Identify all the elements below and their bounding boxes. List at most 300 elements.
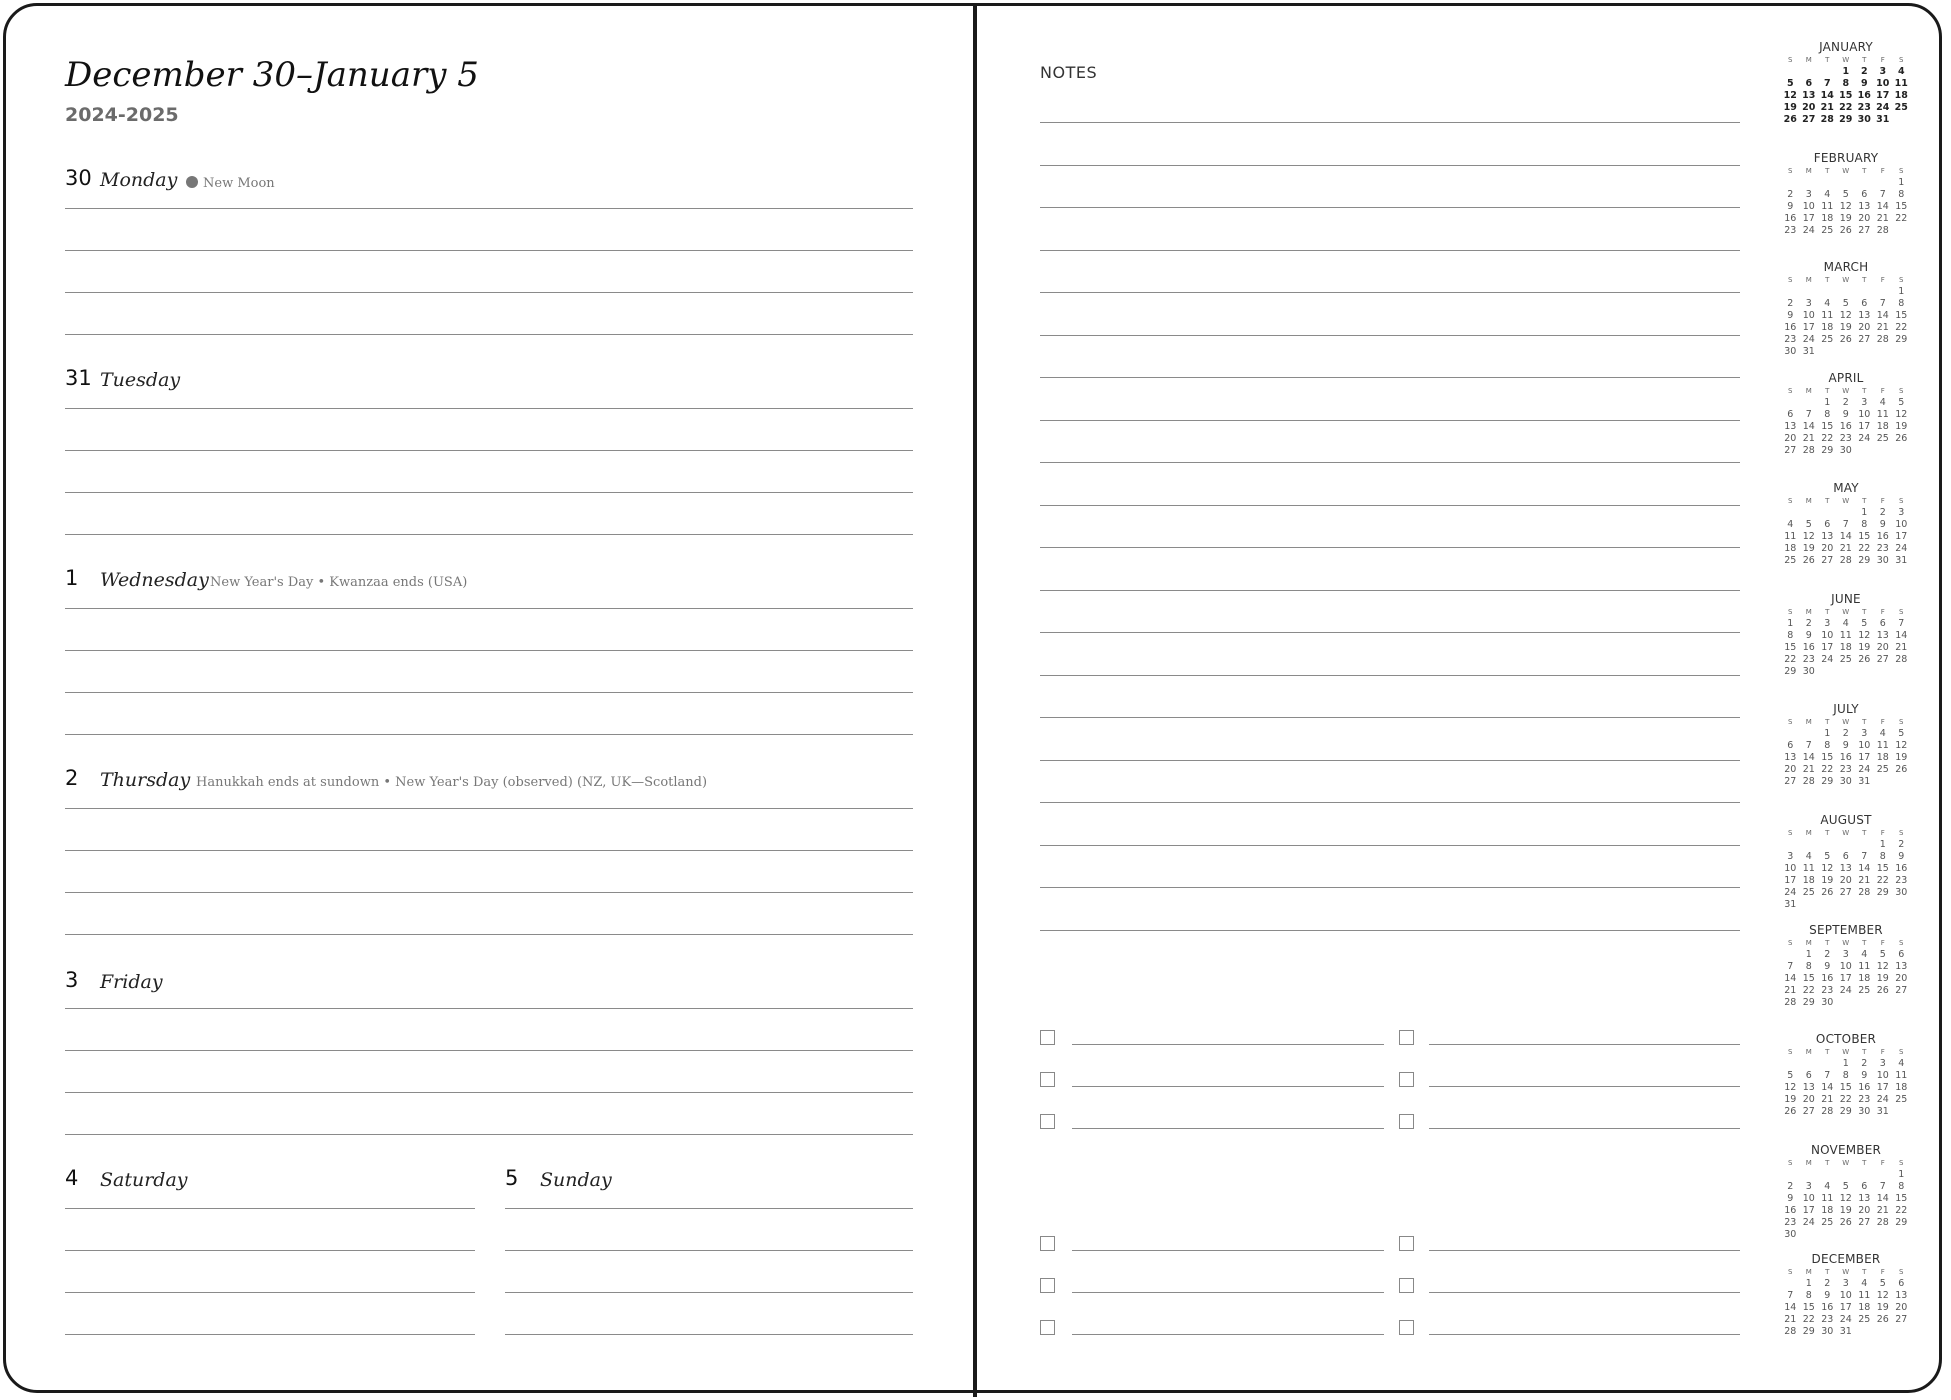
day-writing-line[interactable] [65, 292, 913, 293]
task-checkbox[interactable] [1040, 1236, 1055, 1251]
task-line[interactable] [1072, 1086, 1384, 1087]
mini-day: 7 [1805, 409, 1812, 420]
notes-line[interactable] [1040, 207, 1740, 208]
weekday-letter: S [1788, 608, 1793, 616]
weekday-letter: S [1788, 387, 1793, 395]
day-number: 31 [65, 366, 92, 390]
moon-phase-note [186, 176, 275, 191]
mini-day [1800, 507, 1819, 519]
mini-week-row [1781, 346, 1911, 358]
task-checkbox[interactable] [1040, 1072, 1055, 1087]
mini-day: 4 [1897, 66, 1905, 77]
mini-day: 13 [1802, 1082, 1815, 1093]
mini-day: 16 [1895, 863, 1908, 874]
task-line[interactable] [1072, 1128, 1384, 1129]
mini-day: 2 [1824, 1278, 1831, 1289]
task-line[interactable] [1072, 1292, 1384, 1293]
mini-day [1800, 66, 1819, 78]
task-checkbox[interactable] [1399, 1030, 1414, 1045]
mini-day: 26 [1895, 433, 1908, 444]
mini-day: 21 [1876, 213, 1889, 224]
mini-day: 17 [1821, 642, 1834, 653]
task-checkbox[interactable] [1040, 1030, 1055, 1045]
day-writing-line[interactable] [65, 534, 913, 535]
day-writing-line[interactable] [65, 208, 913, 209]
task-checkbox[interactable] [1399, 1278, 1414, 1293]
mini-day: 8 [1842, 1070, 1849, 1081]
mini-day: 10 [1876, 78, 1890, 89]
mini-day [1892, 225, 1911, 237]
mini-day: 2 [1787, 1181, 1794, 1192]
mini-day: 7 [1787, 961, 1794, 972]
mini-day: 28 [1784, 997, 1797, 1008]
mini-day [1874, 286, 1893, 298]
mini-day: 24 [1784, 887, 1797, 898]
mini-day: 7 [1823, 78, 1831, 89]
mini-day: 15 [1802, 973, 1815, 984]
mini-day: 5 [1842, 189, 1849, 200]
task-checkbox[interactable] [1399, 1072, 1414, 1087]
day-name: Wednesday [100, 569, 209, 591]
mini-day: 11 [1858, 961, 1871, 972]
day-writing-line[interactable] [65, 1008, 913, 1009]
task-checkbox[interactable] [1040, 1114, 1055, 1129]
day-number: 30 [65, 166, 92, 190]
mini-week-row [1781, 507, 1911, 519]
weekday-letter: F [1880, 276, 1885, 284]
day-writing-line[interactable] [65, 692, 913, 693]
mini-week-row [1781, 1169, 1911, 1181]
mini-day: 5 [1805, 519, 1812, 530]
mini-day [1818, 177, 1837, 189]
mini-day: 15 [1895, 201, 1908, 212]
sunday-writing-line[interactable] [505, 1208, 913, 1209]
mini-day: 24 [1802, 225, 1815, 236]
notes-line[interactable] [1040, 335, 1740, 336]
mini-day: 27 [1858, 334, 1871, 345]
task-line[interactable] [1429, 1250, 1740, 1251]
notes-line[interactable] [1040, 377, 1740, 378]
mini-day: 11 [1876, 409, 1889, 420]
sunday-writing-line[interactable] [505, 1292, 913, 1293]
weekday-header [1781, 386, 1911, 397]
notes-line[interactable] [1040, 462, 1740, 463]
mini-day: 29 [1802, 1326, 1815, 1337]
mini-day: 17 [1784, 875, 1797, 886]
mini-day: 26 [1876, 985, 1889, 996]
mini-day [1781, 66, 1800, 78]
mini-day: 25 [1894, 102, 1908, 113]
mini-day: 13 [1821, 531, 1834, 542]
mini-day: 26 [1802, 555, 1815, 566]
notes-line[interactable] [1040, 760, 1740, 761]
day-writing-line[interactable] [65, 250, 913, 251]
new-moon-icon [186, 176, 198, 188]
mini-day: 2 [1879, 507, 1886, 518]
day-writing-line[interactable] [65, 650, 913, 651]
sunday-writing-line[interactable] [505, 1250, 913, 1251]
mini-week-row [1781, 899, 1911, 911]
mini-day [1892, 776, 1911, 788]
saturday-writing-line[interactable] [65, 1250, 475, 1251]
mini-day [1800, 1058, 1819, 1070]
mini-day: 29 [1821, 445, 1834, 456]
mini-day: 6 [1805, 1070, 1812, 1081]
mini-day: 19 [1839, 213, 1852, 224]
saturday-writing-line[interactable] [65, 1292, 475, 1293]
task-line[interactable] [1072, 1044, 1384, 1045]
mini-day: 23 [1784, 225, 1797, 236]
day-writing-line[interactable] [65, 892, 913, 893]
mini-day [1892, 997, 1911, 1009]
weekday-letter: S [1788, 1268, 1793, 1276]
notes-line[interactable] [1040, 505, 1740, 506]
mini-week-row [1781, 997, 1911, 1009]
mini-day: 6 [1787, 740, 1794, 751]
weekday-letter: T [1862, 829, 1867, 837]
mini-day [1800, 839, 1819, 851]
weekday-letter: M [1805, 608, 1812, 616]
mini-day [1818, 1229, 1837, 1241]
mini-day [1892, 346, 1911, 358]
mini-day [1818, 507, 1837, 519]
mini-week-row [1781, 949, 1911, 961]
notes-line[interactable] [1040, 930, 1740, 931]
mini-day: 28 [1876, 1217, 1889, 1228]
mini-day [1892, 1106, 1911, 1118]
day-writing-line[interactable] [65, 1134, 913, 1135]
mini-day: 13 [1784, 752, 1797, 763]
mini-day: 17 [1876, 90, 1890, 101]
mini-day: 20 [1821, 543, 1834, 554]
mini-day: 31 [1839, 1326, 1852, 1337]
mini-day: 10 [1858, 409, 1871, 420]
mini-day: 9 [1787, 201, 1794, 212]
mini-day: 2 [1898, 839, 1905, 850]
mini-day: 28 [1876, 334, 1889, 345]
weekday-letter: S [1899, 608, 1904, 616]
notes-line[interactable] [1040, 845, 1740, 846]
notes-line[interactable] [1040, 632, 1740, 633]
mini-day: 23 [1839, 433, 1852, 444]
mini-week-row [1781, 286, 1911, 298]
mini-day: 15 [1821, 752, 1834, 763]
day-writing-line[interactable] [65, 608, 913, 609]
mini-day: 8 [1824, 740, 1831, 751]
mini-day: 12 [1895, 740, 1908, 751]
weekday-letter: F [1880, 939, 1885, 947]
mini-day: 18 [1895, 1082, 1908, 1093]
mini-day: 12 [1839, 201, 1852, 212]
weekday-letter: F [1880, 497, 1885, 505]
mini-day: 1 [1824, 397, 1831, 408]
mini-day: 21 [1876, 322, 1889, 333]
mini-day: 5 [1898, 397, 1905, 408]
mini-week-row [1781, 618, 1911, 630]
mini-day: 16 [1802, 642, 1815, 653]
day-writing-line[interactable] [65, 1092, 913, 1093]
notes-line[interactable] [1040, 122, 1740, 123]
mini-day: 19 [1783, 102, 1797, 113]
mini-day: 20 [1858, 1205, 1871, 1216]
mini-day [1781, 1058, 1800, 1070]
weekday-letter: S [1899, 829, 1904, 837]
mini-day: 17 [1802, 213, 1815, 224]
weekday-header [1781, 1267, 1911, 1278]
weekday-letter: T [1862, 1159, 1867, 1167]
day-writing-line[interactable] [65, 734, 913, 735]
weekday-letter: W [1842, 939, 1850, 947]
mini-day: 4 [1824, 298, 1831, 309]
mini-day: 1 [1842, 1058, 1849, 1069]
mini-day: 9 [1824, 961, 1831, 972]
mini-week-row [1781, 863, 1911, 875]
notes-line[interactable] [1040, 547, 1740, 548]
mini-week-row [1781, 1058, 1911, 1070]
mini-day: 24 [1895, 543, 1908, 554]
mini-day: 9 [1842, 740, 1849, 751]
mini-day [1818, 346, 1837, 358]
mini-day: 9 [1898, 851, 1905, 862]
mini-day: 26 [1783, 114, 1797, 125]
task-checkbox[interactable] [1399, 1320, 1414, 1335]
mini-day: 4 [1898, 1058, 1905, 1069]
mini-day: 13 [1839, 863, 1852, 874]
mini-day: 11 [1821, 201, 1834, 212]
notes-line[interactable] [1040, 250, 1740, 251]
task-checkbox[interactable] [1040, 1320, 1055, 1335]
mini-day: 9 [1805, 630, 1812, 641]
mini-day: 8 [1842, 78, 1850, 89]
mini-month-name: JULY [1833, 702, 1859, 716]
mini-day: 1 [1805, 1278, 1812, 1289]
mini-month-name: JUNE [1831, 592, 1861, 606]
mini-day: 23 [1876, 543, 1889, 554]
sunday-writing-line[interactable] [505, 1334, 913, 1335]
mini-day: 24 [1839, 1314, 1852, 1325]
mini-day [1855, 445, 1874, 457]
mini-week-row [1781, 1290, 1911, 1302]
mini-day: 7 [1842, 519, 1849, 530]
mini-month-january [1781, 40, 1911, 126]
mini-day: 17 [1858, 421, 1871, 432]
mini-day: 2 [1805, 618, 1812, 629]
mini-day: 22 [1895, 322, 1908, 333]
weekday-letter: S [1788, 56, 1793, 64]
mini-month-name: FEBRUARY [1813, 151, 1879, 165]
mini-day: 22 [1895, 213, 1908, 224]
mini-day: 1 [1879, 839, 1886, 850]
weekday-letter: T [1825, 497, 1830, 505]
mini-day [1874, 177, 1893, 189]
moon-phase-label: New Moon [203, 176, 275, 191]
mini-day: 27 [1839, 887, 1852, 898]
weekday-letter: M [1805, 276, 1812, 284]
mini-day: 5 [1842, 1181, 1849, 1192]
mini-day: 28 [1895, 654, 1908, 665]
notes-line[interactable] [1040, 887, 1740, 888]
mini-month-name: SEPTEMBER [1809, 923, 1883, 937]
mini-day: 24 [1802, 1217, 1815, 1228]
day-writing-line[interactable] [65, 934, 913, 935]
weekday-letter: T [1862, 497, 1867, 505]
mini-day: 9 [1787, 1193, 1794, 1204]
mini-day: 17 [1802, 1205, 1815, 1216]
mini-day [1781, 286, 1800, 298]
day-writing-line[interactable] [65, 334, 913, 335]
mini-day: 12 [1876, 961, 1889, 972]
mini-day: 30 [1857, 114, 1871, 125]
notes-line[interactable] [1040, 802, 1740, 803]
task-checkbox[interactable] [1399, 1114, 1414, 1129]
task-line[interactable] [1072, 1250, 1384, 1251]
mini-day: 30 [1839, 776, 1852, 787]
mini-day: 27 [1895, 1314, 1908, 1325]
day-writing-line[interactable] [65, 408, 913, 409]
mini-day: 4 [1861, 1278, 1868, 1289]
day-name: Friday [100, 971, 163, 993]
mini-week-row [1781, 1302, 1911, 1314]
mini-day: 1 [1898, 1169, 1905, 1180]
mini-month-name: AUGUST [1820, 813, 1872, 827]
notes-line[interactable] [1040, 292, 1740, 293]
mini-day: 3 [1805, 1181, 1812, 1192]
mini-day: 28 [1839, 555, 1852, 566]
mini-day: 28 [1802, 776, 1815, 787]
notes-line[interactable] [1040, 717, 1740, 718]
task-line[interactable] [1429, 1334, 1740, 1335]
saturday-writing-line[interactable] [65, 1334, 475, 1335]
mini-day: 21 [1858, 875, 1871, 886]
mini-day: 31 [1895, 555, 1908, 566]
mini-day: 10 [1876, 1070, 1889, 1081]
mini-day: 31 [1858, 776, 1871, 787]
mini-day [1892, 114, 1911, 126]
mini-day: 30 [1858, 1106, 1871, 1117]
mini-day: 1 [1842, 66, 1850, 77]
day-writing-line[interactable] [65, 850, 913, 851]
task-checkbox[interactable] [1040, 1278, 1055, 1293]
notes-line[interactable] [1040, 590, 1740, 591]
mini-day: 16 [1876, 531, 1889, 542]
mini-day: 30 [1876, 555, 1889, 566]
mini-day: 11 [1895, 1070, 1908, 1081]
mini-day: 8 [1898, 189, 1905, 200]
mini-day: 20 [1895, 973, 1908, 984]
day-writing-line[interactable] [65, 450, 913, 451]
mini-day: 27 [1784, 776, 1797, 787]
mini-day: 29 [1895, 1217, 1908, 1228]
day-writing-line[interactable] [65, 808, 913, 809]
mini-day: 18 [1858, 973, 1871, 984]
mini-day: 2 [1824, 949, 1831, 960]
saturday-writing-line[interactable] [65, 1208, 475, 1209]
mini-week-row [1781, 531, 1911, 543]
mini-day: 22 [1895, 1205, 1908, 1216]
mini-day: 7 [1824, 1070, 1831, 1081]
mini-day: 3 [1879, 1058, 1886, 1069]
task-line[interactable] [1429, 1128, 1740, 1129]
mini-day: 28 [1802, 445, 1815, 456]
mini-day: 12 [1821, 863, 1834, 874]
mini-day: 18 [1784, 543, 1797, 554]
mini-day: 29 [1821, 776, 1834, 787]
mini-day: 7 [1879, 298, 1886, 309]
mini-day: 5 [1842, 298, 1849, 309]
mini-day: 14 [1802, 752, 1815, 763]
mini-day [1800, 177, 1819, 189]
day-number: 4 [65, 1166, 79, 1190]
weekday-letter: S [1899, 939, 1904, 947]
weekday-letter: M [1805, 939, 1812, 947]
task-line[interactable] [1429, 1086, 1740, 1087]
mini-day: 24 [1802, 334, 1815, 345]
weekday-letter: W [1842, 1159, 1850, 1167]
task-line[interactable] [1072, 1334, 1384, 1335]
mini-day: 9 [1861, 1070, 1868, 1081]
mini-day: 10 [1821, 630, 1834, 641]
mini-day: 15 [1802, 1302, 1815, 1313]
notes-line[interactable] [1040, 165, 1740, 166]
mini-week-row [1781, 1217, 1911, 1229]
day-name: Sunday [540, 1169, 612, 1191]
mini-day: 7 [1787, 1290, 1794, 1301]
mini-week-row [1781, 310, 1911, 322]
mini-day: 1 [1787, 618, 1794, 629]
weekday-header [1781, 496, 1911, 507]
mini-week-row [1781, 630, 1911, 642]
weekday-letter: T [1825, 167, 1830, 175]
mini-day: 17 [1839, 1302, 1852, 1313]
weekday-letter: S [1788, 276, 1793, 284]
mini-day: 26 [1821, 887, 1834, 898]
mini-day: 16 [1784, 322, 1797, 333]
task-line[interactable] [1429, 1044, 1740, 1045]
mini-day: 9 [1824, 1290, 1831, 1301]
day-writing-line[interactable] [65, 1050, 913, 1051]
notes-line[interactable] [1040, 420, 1740, 421]
mini-month-december [1781, 1252, 1911, 1338]
mini-day: 4 [1824, 1181, 1831, 1192]
mini-day: 27 [1784, 445, 1797, 456]
notes-line[interactable] [1040, 675, 1740, 676]
mini-day: 27 [1821, 555, 1834, 566]
mini-day: 12 [1802, 531, 1815, 542]
mini-day: 21 [1820, 102, 1834, 113]
mini-day: 29 [1839, 1106, 1852, 1117]
mini-week-row [1781, 90, 1911, 102]
mini-day: 6 [1861, 189, 1868, 200]
mini-day: 7 [1879, 1181, 1886, 1192]
weekday-letter: T [1825, 939, 1830, 947]
mini-day: 26 [1876, 1314, 1889, 1325]
mini-day: 25 [1839, 654, 1852, 665]
mini-day: 16 [1839, 752, 1852, 763]
mini-day: 25 [1876, 764, 1889, 775]
mini-week-row [1781, 1278, 1911, 1290]
mini-day: 4 [1805, 851, 1812, 862]
task-checkbox[interactable] [1399, 1236, 1414, 1251]
mini-day: 21 [1821, 1094, 1834, 1105]
mini-week-row [1781, 555, 1911, 567]
day-writing-line[interactable] [65, 492, 913, 493]
mini-day: 6 [1861, 298, 1868, 309]
task-line[interactable] [1429, 1292, 1740, 1293]
mini-day [1837, 1169, 1856, 1181]
mini-day [1837, 507, 1856, 519]
weekday-letter: T [1862, 718, 1867, 726]
weekday-letter: T [1862, 1048, 1867, 1056]
